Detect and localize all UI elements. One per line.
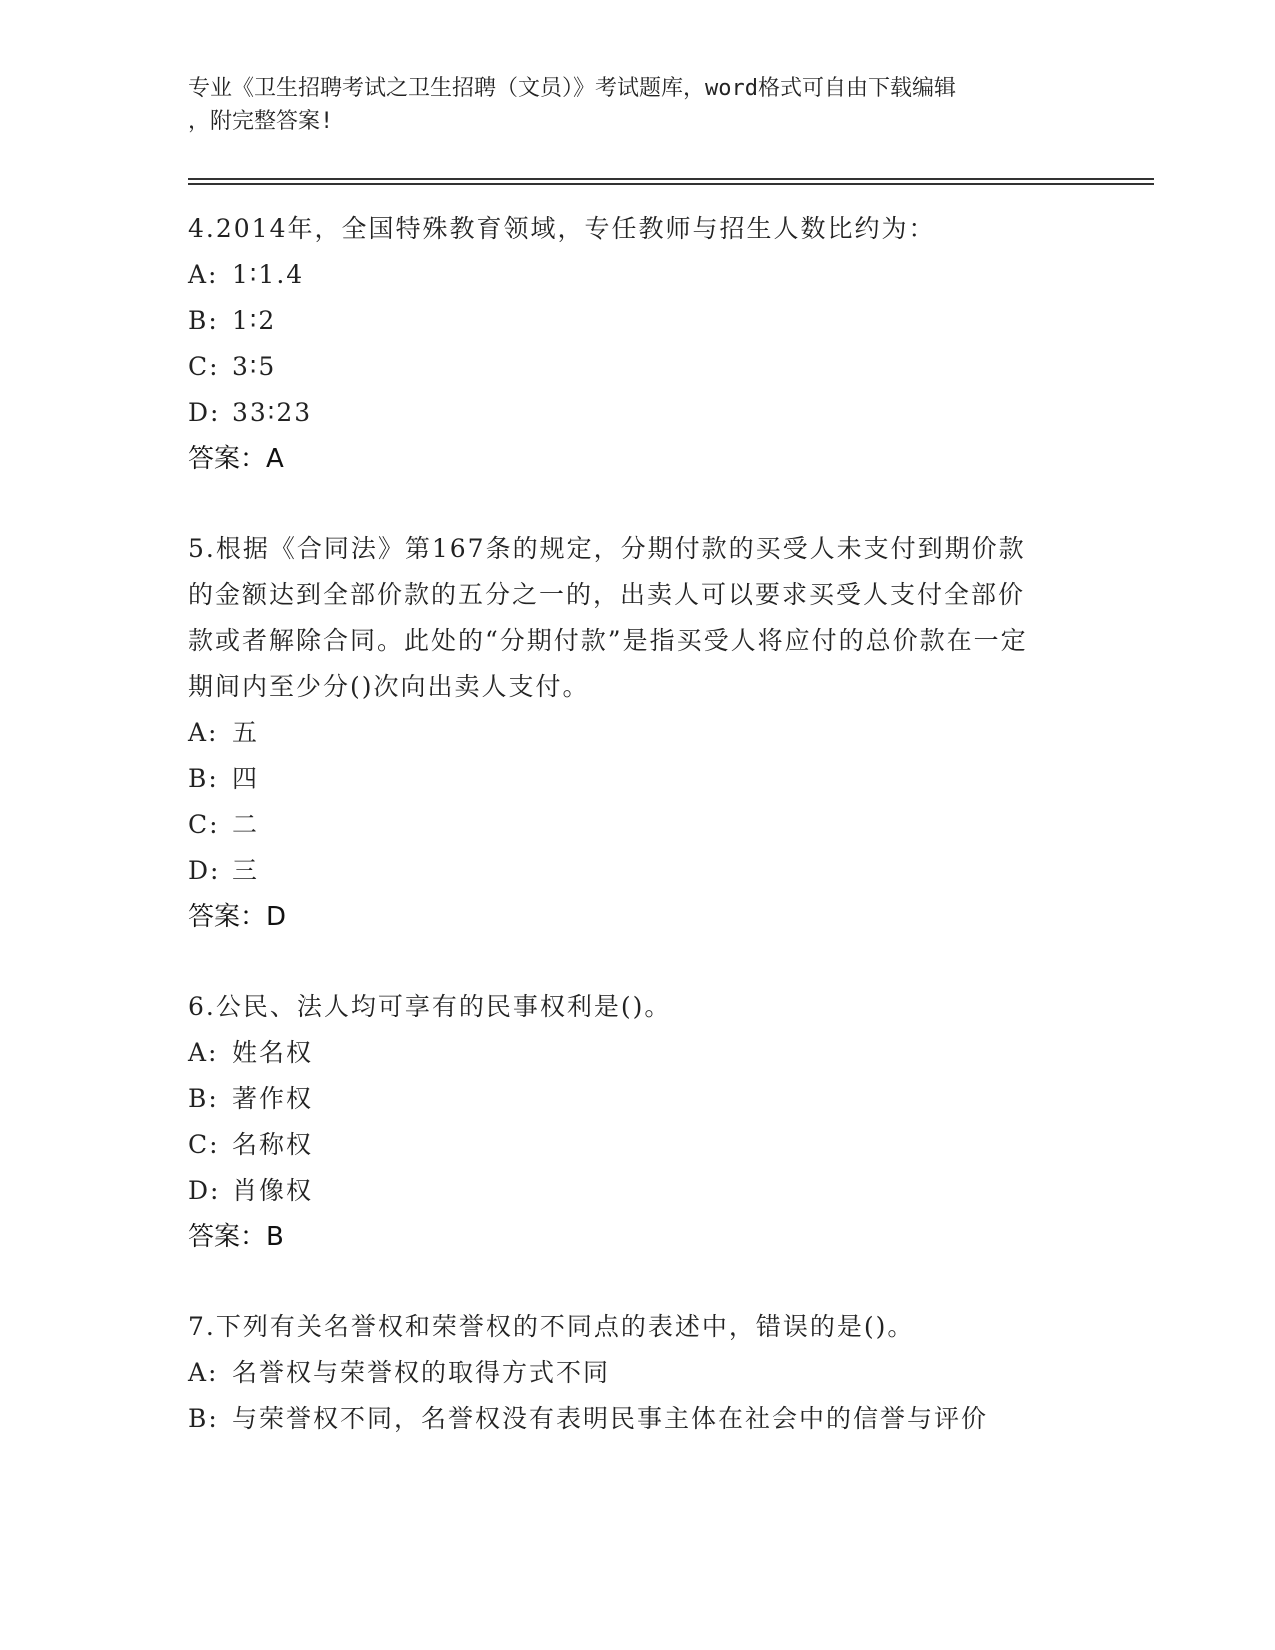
option-text: 33∶23 — [232, 398, 313, 427]
option-letter: B: — [188, 764, 219, 793]
option-text: 1∶2 — [232, 306, 277, 335]
answer-label: 答案：D — [188, 902, 287, 932]
option-a — [188, 1030, 1088, 1076]
question-7 — [188, 1304, 1088, 1442]
option-b — [188, 756, 1088, 802]
option-letter: C: — [188, 810, 220, 839]
option-text: 著作权 — [232, 1084, 314, 1113]
spacer — [188, 482, 1088, 526]
spacer — [188, 1260, 1088, 1304]
option-letter: A: — [188, 260, 219, 289]
option-text: 四 — [232, 764, 260, 793]
option-b — [188, 1396, 1088, 1442]
option-text: 3∶5 — [232, 352, 277, 381]
question-stem: 6.公民、法人均可享有的民事权利是()。 — [188, 992, 672, 1021]
option-text: 姓名权 — [232, 1038, 314, 1067]
option-text: 五 — [232, 718, 260, 747]
option-letter: A: — [188, 718, 219, 747]
answer-label: 答案：A — [188, 444, 284, 474]
answer-label: 答案：B — [188, 1222, 284, 1252]
option-letter: A: — [188, 1358, 219, 1387]
question-6 — [188, 984, 1088, 1260]
option-text: 三 — [232, 856, 260, 885]
option-a — [188, 710, 1088, 756]
option-letter: B: — [188, 1404, 219, 1433]
option-b — [188, 1076, 1088, 1122]
question-5 — [188, 526, 1088, 940]
question-list — [188, 206, 1088, 1442]
option-d — [188, 848, 1088, 894]
option-text: 肖像权 — [232, 1176, 314, 1205]
option-d — [188, 1168, 1088, 1214]
header-line-2: ，附完整答案! — [188, 109, 334, 134]
option-c — [188, 344, 1088, 390]
option-d — [188, 390, 1088, 436]
option-text: 名誉权与荣誉权的取得方式不同 — [232, 1358, 611, 1387]
header-divider-top — [188, 178, 1154, 180]
header-line-1: 专业《卫生招聘考试之卫生招聘（文员）》考试题库，word格式可自由下载编辑 — [188, 76, 956, 101]
option-text: 与荣誉权不同，名誉权没有表明民事主体在社会中的信誉与评价 — [232, 1404, 989, 1433]
option-c — [188, 1122, 1088, 1168]
option-letter: D: — [188, 1176, 221, 1205]
header-divider-bottom — [188, 183, 1154, 185]
option-letter: D: — [188, 856, 221, 885]
question-stem: 4.2014年，全国特殊教育领域，专任教师与招生人数比约为： — [188, 214, 936, 243]
spacer — [188, 940, 1088, 984]
question-4 — [188, 206, 1088, 482]
option-c — [188, 802, 1088, 848]
option-letter: A: — [188, 1038, 219, 1067]
option-b — [188, 298, 1088, 344]
option-text: 名称权 — [232, 1130, 314, 1159]
option-text: 1∶1.4 — [232, 260, 305, 289]
option-letter: B: — [188, 1084, 219, 1113]
document-header — [188, 72, 1088, 138]
option-a — [188, 252, 1088, 298]
option-letter: D: — [188, 398, 221, 427]
option-text: 二 — [232, 810, 260, 839]
option-a — [188, 1350, 1088, 1396]
question-stem: 7.下列有关名誉权和荣誉权的不同点的表述中，错误的是()。 — [188, 1312, 915, 1341]
option-letter: B: — [188, 306, 219, 335]
option-letter: C: — [188, 1130, 220, 1159]
question-stem: 5.根据《合同法》第167条的规定，分期付款的买受人未支付到期价款的金额达到全部价款的五分之一的，出卖人可以要求买受人支付全部价款或者解除合同。此处的“分期付款”是指买受人将应付的总价款在一定期间内至少分()次向出卖人支付。 — [188, 534, 1028, 701]
option-letter: C: — [188, 352, 220, 381]
